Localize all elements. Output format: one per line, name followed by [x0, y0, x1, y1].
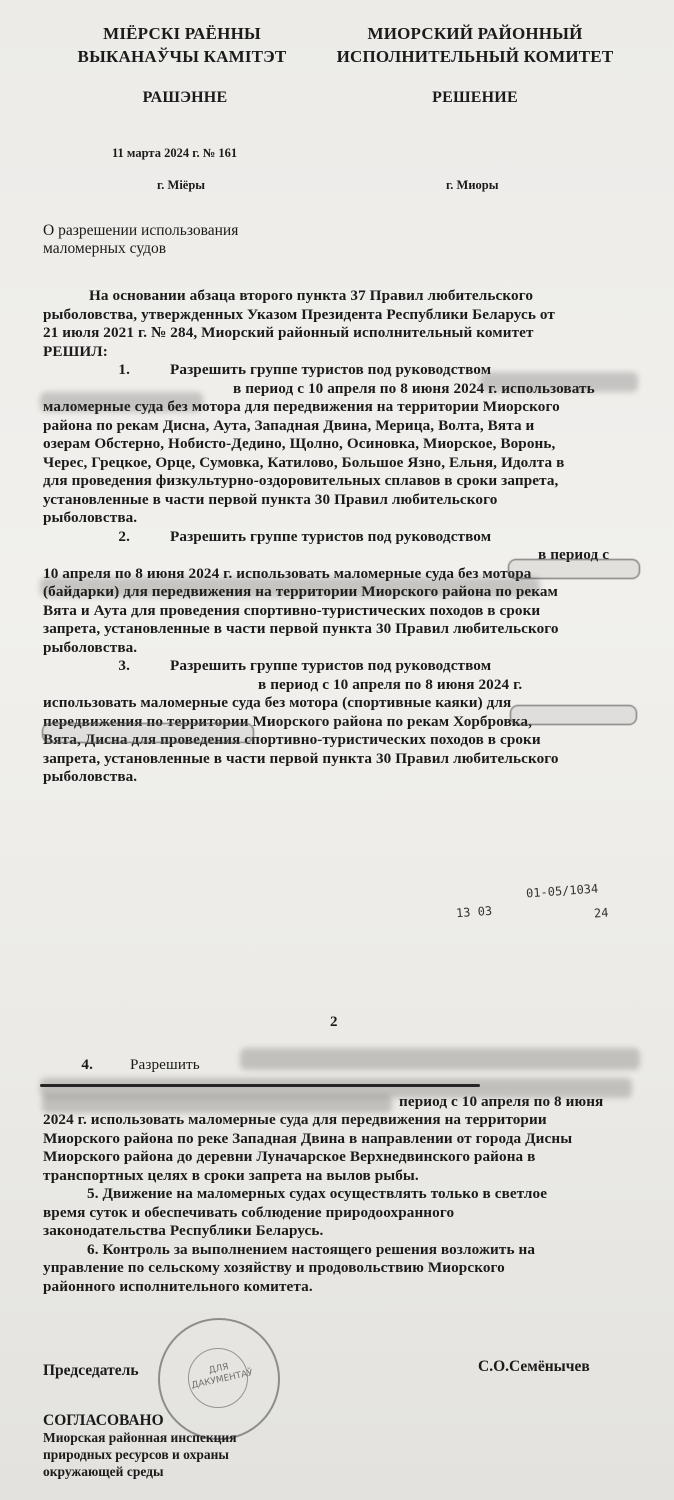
item-4-line2: период с 10 апреля по 8 июня — [399, 1092, 604, 1110]
approved-label: СОГЛАСОВАНО — [43, 1412, 164, 1429]
org-name-belarusian-line1: МІЁРСКІ РАЁННЫ — [103, 24, 261, 43]
item-3-line2: в период с 10 апреля по 8 июня 2024 г. — [258, 675, 523, 693]
item-6-line1: 6. Контроль за выполнением настоящего решения возложить на — [87, 1240, 536, 1258]
approved-line3: окружающей среды — [43, 1464, 164, 1479]
item-2-line7: рыболовства. — [43, 638, 138, 656]
item-1-line2: в период с 10 апреля по 8 июня 2024 г. использовать — [233, 379, 595, 397]
item-4-number: 4. — [81, 1056, 93, 1073]
item-1-line3: маломерные суда без мотора для передвижения на территории Миорского — [43, 398, 560, 415]
item-1-line7: для проведения физкультурно-оздоровительных сплавов в сроки запрета, — [43, 472, 559, 489]
stamp-text: ДЛЯ ДАКУМЕНТАЎ — [190, 1362, 254, 1392]
redaction — [480, 372, 638, 392]
item-3-line6: запрета, установленные в части первой пункта 30 Правил любительского — [43, 749, 559, 767]
item-4-line4: Миорского района по реке Западная Двина в направлении от города Дисны — [43, 1129, 573, 1147]
item-2-number: 2. — [118, 527, 130, 545]
subject-line1: О разрешении использования — [43, 222, 239, 239]
item-6-line2: управление по сельскому хозяйству и продовольствию Миорского — [43, 1259, 505, 1276]
preamble-line1: На основании абзаца второго пункта 37 Правил любительского — [89, 287, 534, 304]
item-1-line8: установленные в части первой пункта 30 Правил любительского — [43, 490, 498, 508]
item-3-number: 3. — [118, 657, 130, 674]
item-3-line1: 3. Разрешить группе туристов под руководством — [43, 657, 630, 676]
item-3-line3: использовать маломерные суда без мотора (спортивные каяки) для — [43, 694, 512, 711]
chairman-name: С.О.Семёнычев — [478, 1358, 590, 1375]
item-2-line4: (байдарки) для передвижения на территории Миорского района по рекам — [43, 583, 558, 600]
org-name-russian-line1: МИОРСКИЙ РАЙОННЫЙ — [367, 24, 583, 43]
preamble-line3: 21 июля 2021 г. № 284, Миорский районный исполнительный комитет — [43, 324, 534, 341]
redaction — [510, 705, 637, 725]
redaction — [508, 559, 640, 579]
item-4-line6: транспортных целях в сроки запрета на вылов рыбы. — [43, 1166, 419, 1184]
handwritten-reg-number: 01-05/1034 — [525, 881, 599, 901]
page-number: 2 — [330, 1014, 338, 1030]
approved-line1: Миорская районная инспекция — [43, 1430, 237, 1445]
redaction — [240, 1048, 640, 1070]
item-2-line6: запрета, установленные в части первой пункта 30 Правил любительского — [43, 620, 559, 637]
handwritten-year: 24 — [593, 905, 609, 921]
item-1-line4: района по рекам Дисна, Аута, Западная Двина, Мерица, Волта, Вята и — [43, 416, 535, 434]
item-2-line1: 2. Разрешить группе туристов под руководством — [43, 528, 630, 547]
org-name-russian-line2: ИСПОЛНИТЕЛЬНЫЙ КОМИТЕТ — [336, 47, 614, 66]
date-number: 11 марта 2024 г. № 161 — [112, 146, 238, 160]
approval-block — [43, 1412, 237, 1480]
approved-line2: природных ресурсов и охраны — [43, 1447, 229, 1462]
redaction — [42, 723, 254, 743]
item-4-line1: 4. Разрешить — [43, 1056, 630, 1075]
item-1-line1: 1. Разрешить группе туристов под руководством — [43, 361, 630, 380]
preamble-line4: РЕШИЛ: — [43, 342, 108, 360]
item-3-line5: Вята, Дисна для проведения спортивно-туристических походов в сроки — [43, 731, 541, 748]
item-5-line2: время суток и обеспечивать соблюдение природоохранного — [43, 1203, 455, 1221]
city-russian: г. Миоры — [446, 178, 499, 192]
item-5-line3: законодательства Республики Беларусь. — [43, 1222, 324, 1239]
redaction — [40, 392, 203, 412]
item-2-line5: Вята и Аута для проведения спортивно-туристических походов в сроки — [43, 601, 541, 619]
item-2-line3: 10 апреля по 8 июня 2024 г. использовать маломерные суда без мотора — [43, 564, 532, 582]
item-2-line2: в период с — [538, 546, 610, 563]
org-name-belarusian-line2: ВЫКАНАЎЧЫ КАМІТЭТ — [77, 47, 287, 66]
preamble-line2: рыболовства, утвержденных Указом Президента Республики Беларусь от — [43, 305, 555, 323]
org-name-belarusian — [62, 22, 302, 68]
org-name-russian — [330, 22, 620, 68]
handwritten-date: 13 03 — [455, 903, 493, 921]
item-3-line7: рыболовства. — [43, 768, 138, 785]
doc-type-russian: РЕШЕНИЕ — [432, 89, 518, 106]
subject-line2: маломерных судов — [43, 240, 167, 257]
item-4-line5: Миорского района до деревни Луначарское Верхнедвинского района в — [43, 1148, 536, 1165]
item-5-line1: 5. Движение на маломерных судах осуществлять только в светлое — [87, 1185, 548, 1202]
doc-type-belarusian: РАШЭННЕ — [142, 89, 228, 106]
item-6-line3: районного исполнительного комитета. — [43, 1277, 313, 1295]
item-1-line9: рыболовства. — [43, 509, 138, 526]
chairman-label: Председатель — [43, 1362, 139, 1379]
subject — [43, 222, 238, 258]
item-4-line3: 2024 г. использовать маломерные суда для передвижения на территории — [43, 1111, 547, 1128]
item-1-line5: озерам Обстерно, Нобисто-Дедино, Щолно, Осиновка, Миорское, Воронь, — [43, 435, 556, 452]
item-3-line4: передвижения по территории Миорского района по рекам Хорбровка, — [43, 712, 533, 730]
city-belarusian: г. Міёры — [157, 178, 206, 192]
item-1-line6: Черес, Грецкое, Орце, Сумовка, Катилово, Большое Язно, Ельня, Идолта в — [43, 453, 565, 471]
redaction — [42, 1095, 392, 1113]
item-1-number: 1. — [118, 361, 130, 378]
redaction — [40, 577, 540, 597]
